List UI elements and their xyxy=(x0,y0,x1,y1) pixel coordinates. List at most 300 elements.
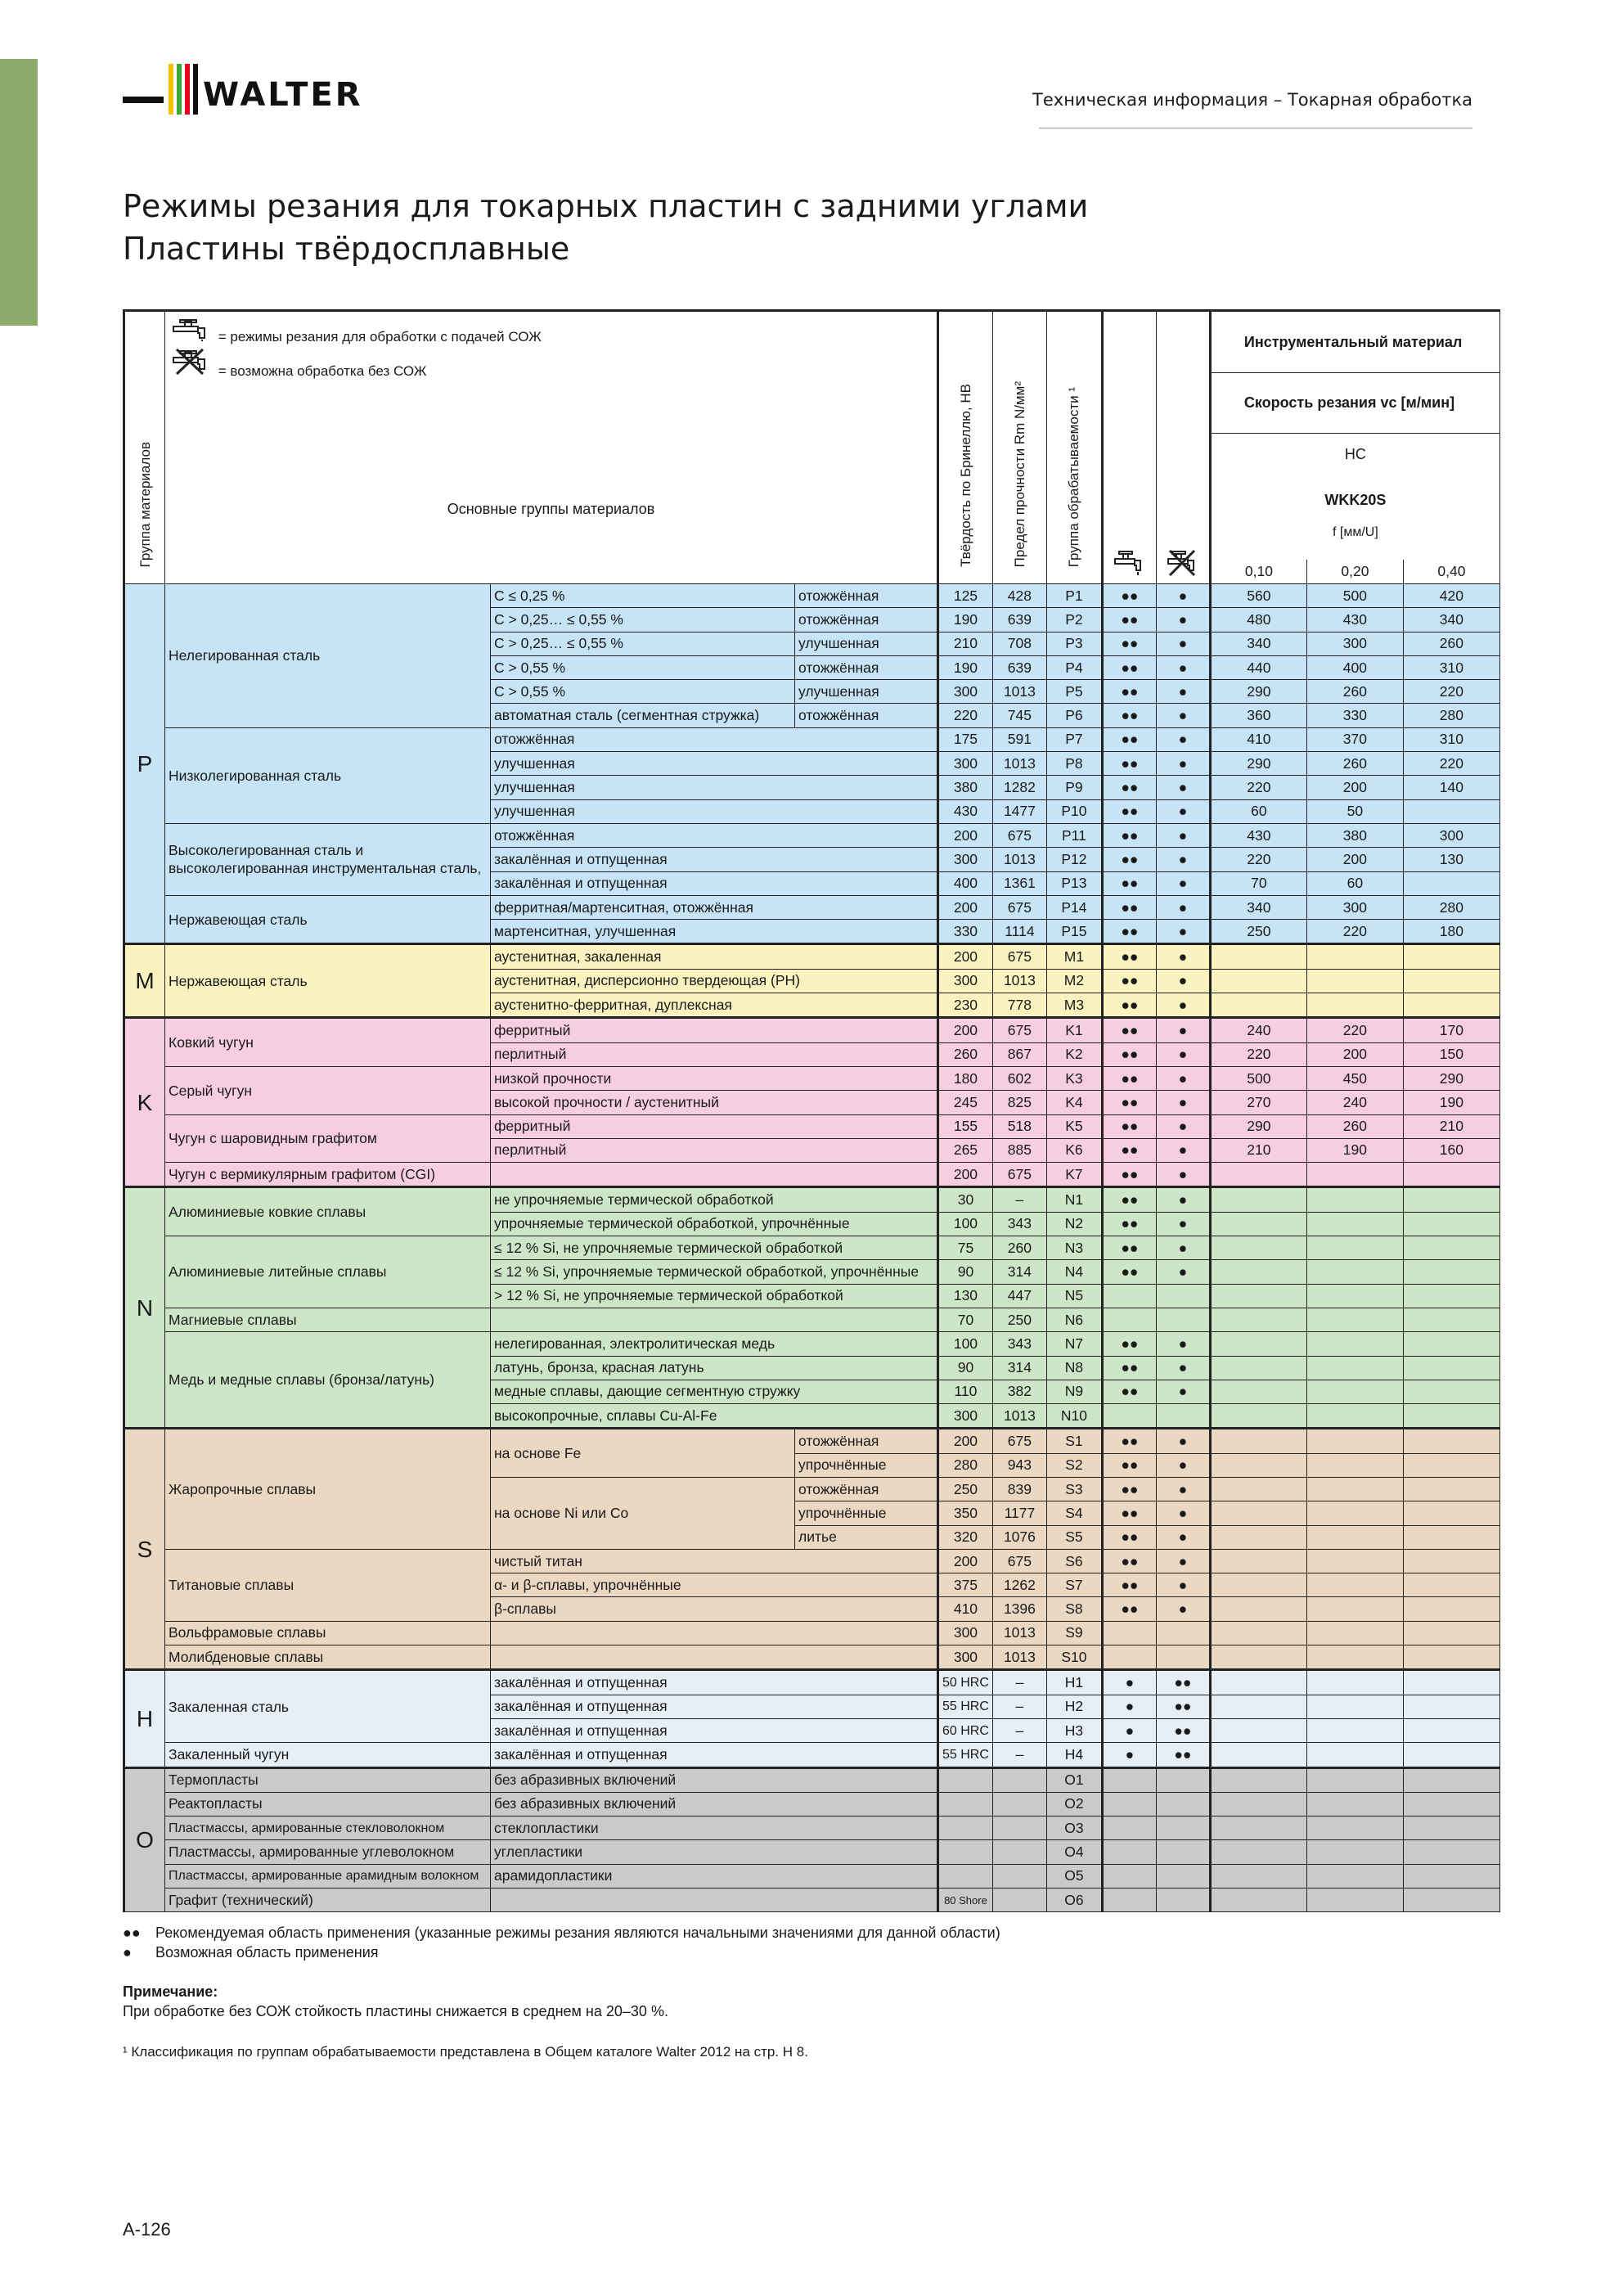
machinability-code: M2 xyxy=(1046,969,1102,993)
coolant-suitability: ●● xyxy=(1102,1597,1156,1621)
table-row xyxy=(124,1840,1500,1864)
hardness-value xyxy=(938,1792,993,1816)
material-condition: ≤ 12 % Si, не упрочняемые термической обработкой xyxy=(491,1236,938,1260)
cutting-speed-value: 260 xyxy=(1306,752,1403,776)
cutting-speed-value xyxy=(1403,1549,1499,1573)
coolant-suitability: ●● xyxy=(1102,704,1156,727)
material-condition: арамидопластики xyxy=(491,1864,938,1888)
tensile-value: 1013 xyxy=(992,1645,1046,1670)
walter-logo xyxy=(123,61,401,126)
material-condition: ферритный xyxy=(491,1018,938,1042)
cutting-speed-value xyxy=(1306,1889,1403,1912)
material-condition: стеклопластики xyxy=(491,1817,938,1840)
cutting-speed-value: 560 xyxy=(1210,584,1306,608)
table-row xyxy=(124,1187,1500,1212)
material-condition: ферритный xyxy=(491,1114,938,1138)
coolant-suitability: ●● xyxy=(1102,823,1156,847)
hardness-value xyxy=(938,1840,993,1864)
cutting-speed-value: 340 xyxy=(1210,632,1306,655)
tensile-value: – xyxy=(992,1670,1046,1695)
cutting-speed-value: 280 xyxy=(1403,704,1499,727)
material-condition: на основе Ni или Co xyxy=(491,1477,795,1549)
dry-suitability xyxy=(1156,1308,1210,1331)
material-condition: C > 0,25… ≤ 0,55 % xyxy=(491,608,795,632)
header-coolant xyxy=(1102,311,1156,584)
dry-suitability: ● xyxy=(1156,608,1210,632)
header-cutting-speed: Скорость резания vc [м/мин] xyxy=(1210,373,1499,434)
cutting-speed-value: 250 xyxy=(1210,920,1306,944)
cutting-speed-value xyxy=(1306,1621,1403,1645)
coolant-suitability: ●● xyxy=(1102,1332,1156,1356)
material-condition: отожжённая xyxy=(491,727,938,751)
dry-suitability xyxy=(1156,1767,1210,1792)
note-title: Примечание: xyxy=(123,1983,218,2000)
material-condition: перлитный xyxy=(491,1042,938,1066)
hardness-value: 220 xyxy=(938,704,993,727)
machinability-code: N8 xyxy=(1046,1356,1102,1380)
coolant-suitability: ●● xyxy=(1102,1187,1156,1212)
coolant-suitability: ●● xyxy=(1102,848,1156,871)
cutting-speed-value: 340 xyxy=(1210,895,1306,919)
cutting-speed-value xyxy=(1306,1380,1403,1403)
tensile-value: 260 xyxy=(992,1236,1046,1260)
coolant-suitability: ● xyxy=(1102,1743,1156,1767)
hardness-value: 265 xyxy=(938,1138,993,1162)
cutting-speed-value: 410 xyxy=(1210,727,1306,751)
cutting-speed-value xyxy=(1210,1284,1306,1308)
material-group-letter: M xyxy=(124,944,165,1018)
machinability-code: N2 xyxy=(1046,1212,1102,1236)
hardness-value: 300 xyxy=(938,752,993,776)
cutting-speed-value: 370 xyxy=(1306,727,1403,751)
cutting-speed-value: 50 xyxy=(1306,799,1403,823)
hardness-value: 330 xyxy=(938,920,993,944)
tensile-value: 343 xyxy=(992,1212,1046,1236)
machinability-code: N1 xyxy=(1046,1187,1102,1212)
cutting-speed-value: 340 xyxy=(1403,608,1499,632)
cutting-speed-value xyxy=(1210,1767,1306,1792)
dry-suitability: ● xyxy=(1156,944,1210,969)
machinability-code: M1 xyxy=(1046,944,1102,969)
cutting-speed-value: 150 xyxy=(1403,1042,1499,1066)
coolant-suitability: ●● xyxy=(1102,799,1156,823)
cutting-speed-value: 220 xyxy=(1210,776,1306,799)
cutting-speed-value: 480 xyxy=(1210,608,1306,632)
dry-suitability: ● xyxy=(1156,1236,1210,1260)
hardness-value: 300 xyxy=(938,1645,993,1670)
legend-possible: ● Возможная область применения xyxy=(123,1944,379,1961)
hardness-value: 180 xyxy=(938,1066,993,1090)
section-tab-bar xyxy=(0,59,38,326)
material-condition: C ≤ 0,25 % xyxy=(491,584,795,608)
dry-suitability xyxy=(1156,1404,1210,1429)
cutting-speed-value xyxy=(1306,1284,1403,1308)
material-name: Низколегированная сталь xyxy=(165,727,491,823)
cutting-speed-value xyxy=(1403,1260,1499,1284)
material-name: Титановые сплавы xyxy=(165,1549,491,1621)
tensile-value: 675 xyxy=(992,895,1046,919)
material-condition: улучшенная xyxy=(491,799,938,823)
hardness-value: 90 xyxy=(938,1356,993,1380)
tensile-value xyxy=(992,1840,1046,1864)
cutting-speed-value xyxy=(1306,1864,1403,1888)
dry-suitability: ● xyxy=(1156,799,1210,823)
dry-suitability: ● xyxy=(1156,727,1210,751)
cutting-speed-value: 300 xyxy=(1306,632,1403,655)
header-tool-material: Инструментальный материал xyxy=(1210,311,1499,373)
cutting-speed-value xyxy=(1306,1187,1403,1212)
coolant-suitability: ●● xyxy=(1102,727,1156,751)
coolant-suitability: ●● xyxy=(1102,1018,1156,1042)
cutting-speed-value xyxy=(1403,1889,1499,1912)
table-row xyxy=(124,1889,1500,1912)
material-condition xyxy=(491,1621,938,1645)
tensile-value: 1361 xyxy=(992,871,1046,895)
tensile-value: – xyxy=(992,1718,1046,1742)
material-condition: высокопрочные, сплавы Cu-Al-Fe xyxy=(491,1404,938,1429)
cutting-speed-value xyxy=(1306,1597,1403,1621)
dry-suitability: ● xyxy=(1156,1429,1210,1453)
cutting-speed-value xyxy=(1306,1308,1403,1331)
tensile-value xyxy=(992,1864,1046,1888)
cutting-speed-value xyxy=(1403,1404,1499,1429)
machinability-code: P6 xyxy=(1046,704,1102,727)
tensile-value: 428 xyxy=(992,584,1046,608)
machinability-code: N6 xyxy=(1046,1308,1102,1331)
dry-suitability: ● xyxy=(1156,1212,1210,1236)
material-condition: низкой прочности xyxy=(491,1066,938,1090)
coolant-suitability: ●● xyxy=(1102,1477,1156,1501)
cutting-speed-value xyxy=(1210,1260,1306,1284)
machinability-code: M3 xyxy=(1046,993,1102,1018)
feed-1: 0,10 xyxy=(1210,560,1306,584)
cutting-speed-value xyxy=(1210,944,1306,969)
coolant-suitability: ●● xyxy=(1102,895,1156,919)
machinability-code: O2 xyxy=(1046,1792,1102,1816)
cutting-speed-value xyxy=(1210,1670,1306,1695)
cutting-speed-value xyxy=(1210,1840,1306,1864)
feed-3: 0,40 xyxy=(1403,560,1499,584)
cutting-speed-value xyxy=(1403,1718,1499,1742)
cutting-speed-value: 310 xyxy=(1403,727,1499,751)
dry-suitability: ● xyxy=(1156,993,1210,1018)
cutting-speed-value xyxy=(1403,1573,1499,1597)
hardness-value xyxy=(938,1767,993,1792)
machinability-code: P10 xyxy=(1046,799,1102,823)
hardness-value xyxy=(938,1817,993,1840)
tensile-value: 591 xyxy=(992,727,1046,751)
tensile-value: 1013 xyxy=(992,848,1046,871)
material-name: Чугун с шаровидным графитом xyxy=(165,1114,491,1163)
machinability-code: P5 xyxy=(1046,680,1102,704)
cutting-speed-value: 170 xyxy=(1403,1018,1499,1042)
material-name: Жаропрочные сплавы xyxy=(165,1429,491,1549)
machinability-code: K1 xyxy=(1046,1018,1102,1042)
table-row xyxy=(124,1114,1500,1138)
material-name: Пластмассы, армированные углеволокном xyxy=(165,1840,491,1864)
material-condition: высокой прочности / аустенитный xyxy=(491,1091,938,1114)
cutting-speed-value xyxy=(1210,1718,1306,1742)
cutting-speed-value: 290 xyxy=(1210,680,1306,704)
hardness-value: 430 xyxy=(938,799,993,823)
coolant-suitability: ●● xyxy=(1102,776,1156,799)
material-condition: C > 0,25… ≤ 0,55 % xyxy=(491,632,795,655)
machinability-code: H4 xyxy=(1046,1743,1102,1767)
cutting-speed-value xyxy=(1306,1792,1403,1816)
cutting-speed-value xyxy=(1306,1743,1403,1767)
machinability-code: P7 xyxy=(1046,727,1102,751)
cutting-speed-value: 200 xyxy=(1306,776,1403,799)
dry-suitability: ● xyxy=(1156,1091,1210,1114)
dry-suitability xyxy=(1156,1645,1210,1670)
material-group-letter: K xyxy=(124,1018,165,1187)
material-condition: улучшенная xyxy=(491,752,938,776)
coolant-suitability: ●● xyxy=(1102,920,1156,944)
material-condition: мартенситная, улучшенная xyxy=(491,920,938,944)
material-state: упрочнённые xyxy=(795,1453,938,1477)
header-main-groups: Основные группы материалов xyxy=(447,501,655,517)
cutting-speed-value: 300 xyxy=(1403,823,1499,847)
coolant-suitability xyxy=(1102,1308,1156,1331)
cutting-speed-value xyxy=(1403,799,1499,823)
cutting-speed-value: 260 xyxy=(1306,1114,1403,1138)
coolant-suitability: ●● xyxy=(1102,944,1156,969)
material-condition: закалённая и отпущенная xyxy=(491,1718,938,1742)
tensile-value: 382 xyxy=(992,1380,1046,1403)
material-name: Молибденовые сплавы xyxy=(165,1645,491,1670)
table-row xyxy=(124,1308,1500,1331)
tensile-value: 1282 xyxy=(992,776,1046,799)
table-row xyxy=(124,1163,1500,1187)
cutting-speed-value xyxy=(1210,1380,1306,1403)
hardness-value: 100 xyxy=(938,1212,993,1236)
tensile-value: 602 xyxy=(992,1066,1046,1090)
cutting-speed-value xyxy=(1210,1163,1306,1187)
tensile-value: 250 xyxy=(992,1308,1046,1331)
machinability-code: S8 xyxy=(1046,1597,1102,1621)
cutting-speed-value xyxy=(1403,1308,1499,1331)
hardness-value: 130 xyxy=(938,1284,993,1308)
dry-suitability: ● xyxy=(1156,1573,1210,1597)
cutting-speed-value: 310 xyxy=(1403,655,1499,679)
table-row xyxy=(124,727,1500,751)
coolant-suitability: ●● xyxy=(1102,1501,1156,1525)
material-name: Нержавеющая сталь xyxy=(165,944,491,1018)
material-condition: ≤ 12 % Si, упрочняемые термической обработкой, упрочнённые xyxy=(491,1260,938,1284)
table-row xyxy=(124,1621,1500,1645)
material-condition xyxy=(491,1163,938,1187)
dry-suitability: ● xyxy=(1156,680,1210,704)
material-state: улучшенная xyxy=(795,632,938,655)
cutting-speed-value xyxy=(1403,1525,1499,1549)
cutting-speed-value: 240 xyxy=(1210,1018,1306,1042)
material-condition: улучшенная xyxy=(491,776,938,799)
cutting-speed-value xyxy=(1306,1549,1403,1573)
cutting-speed-value xyxy=(1210,1573,1306,1597)
cutting-speed-value xyxy=(1306,1236,1403,1260)
cutting-speed-value: 60 xyxy=(1306,871,1403,895)
material-condition xyxy=(491,1889,938,1912)
cutting-speed-value xyxy=(1210,1695,1306,1718)
hardness-value: 230 xyxy=(938,993,993,1018)
material-name: Закаленная сталь xyxy=(165,1670,491,1743)
cutting-speed-value: 140 xyxy=(1403,776,1499,799)
machinability-code: N4 xyxy=(1046,1260,1102,1284)
coolant-suitability: ●● xyxy=(1102,969,1156,993)
material-condition: закалённая и отпущенная xyxy=(491,1670,938,1695)
hardness-value: 60 HRC xyxy=(938,1718,993,1742)
material-name: Ковкий чугун xyxy=(165,1018,491,1067)
coolant-suitability xyxy=(1102,1840,1156,1864)
material-name: Пластмассы, армированные арамидным волокном xyxy=(165,1864,491,1888)
legend-coolant: = режимы резания для обработки с подачей СОЖ xyxy=(169,318,542,348)
hardness-value: 200 xyxy=(938,1429,993,1453)
header-dry xyxy=(1156,311,1210,584)
hardness-value: 125 xyxy=(938,584,993,608)
tensile-value: 639 xyxy=(992,608,1046,632)
hardness-value: 190 xyxy=(938,608,993,632)
cutting-speed-value: 190 xyxy=(1403,1091,1499,1114)
table-row xyxy=(124,1743,1500,1767)
coolant-suitability xyxy=(1102,1621,1156,1645)
cutting-speed-value: 500 xyxy=(1210,1066,1306,1090)
cutting-speed-value xyxy=(1306,1501,1403,1525)
tensile-value: 885 xyxy=(992,1138,1046,1162)
cutting-speed-value xyxy=(1403,1212,1499,1236)
coolant-suitability xyxy=(1102,1284,1156,1308)
hardness-value: 200 xyxy=(938,895,993,919)
tensile-value: 675 xyxy=(992,1429,1046,1453)
coolant-suitability: ●● xyxy=(1102,1549,1156,1573)
coolant-suitability xyxy=(1102,1404,1156,1429)
hardness-value: 200 xyxy=(938,1549,993,1573)
machinability-code: H3 xyxy=(1046,1718,1102,1742)
tensile-value: 314 xyxy=(992,1356,1046,1380)
machinability-code: P4 xyxy=(1046,655,1102,679)
dry-suitability: ● xyxy=(1156,1501,1210,1525)
coolant-suitability: ●● xyxy=(1102,1380,1156,1403)
cutting-speed-value xyxy=(1306,1718,1403,1742)
tensile-value: 1013 xyxy=(992,1404,1046,1429)
machinability-code: P13 xyxy=(1046,871,1102,895)
cutting-speed-value xyxy=(1210,1429,1306,1453)
material-group-letter: P xyxy=(124,584,165,944)
material-name: Чугун с вермикулярным графитом (CGI) xyxy=(165,1163,491,1187)
hardness-value: 30 xyxy=(938,1187,993,1212)
material-name: Алюминиевые литейные сплавы xyxy=(165,1236,491,1308)
coolant-suitability: ●● xyxy=(1102,608,1156,632)
material-condition: β-сплавы xyxy=(491,1597,938,1621)
cutting-speed-value: 290 xyxy=(1210,752,1306,776)
dry-suitability: ●● xyxy=(1156,1695,1210,1718)
cutting-speed-value xyxy=(1403,1236,1499,1260)
tensile-value: 1013 xyxy=(992,680,1046,704)
machinability-code: N5 xyxy=(1046,1284,1102,1308)
table-row xyxy=(124,1066,1500,1090)
cutting-speed-value: 360 xyxy=(1210,704,1306,727)
tensile-value: 778 xyxy=(992,993,1046,1018)
cutting-speed-value: 220 xyxy=(1306,920,1403,944)
material-condition: нелегированная, электролитическая медь xyxy=(491,1332,938,1356)
cutting-speed-value: 430 xyxy=(1306,608,1403,632)
coolant-suitability: ●● xyxy=(1102,1163,1156,1187)
machinability-code: S10 xyxy=(1046,1645,1102,1670)
machinability-code: P14 xyxy=(1046,895,1102,919)
cutting-speed-value xyxy=(1403,1670,1499,1695)
legend-dry: = возможна обработка без СОЖ xyxy=(169,348,426,382)
cutting-speed-value: 450 xyxy=(1306,1066,1403,1090)
material-condition: закалённая и отпущенная xyxy=(491,1695,938,1718)
table-row xyxy=(124,944,1500,969)
coolant-suitability: ●● xyxy=(1102,1042,1156,1066)
cutting-speed-value xyxy=(1403,1817,1499,1840)
material-name: Серый чугун xyxy=(165,1066,491,1114)
cutting-speed-value xyxy=(1306,1767,1403,1792)
cutting-speed-value: 260 xyxy=(1403,632,1499,655)
dry-suitability: ●● xyxy=(1156,1670,1210,1695)
material-name: Магниевые сплавы xyxy=(165,1308,491,1331)
cutting-speed-value xyxy=(1306,1840,1403,1864)
material-state: отожжённая xyxy=(795,608,938,632)
coolant-suitability: ●● xyxy=(1102,1525,1156,1549)
cutting-speed-value xyxy=(1210,1743,1306,1767)
cutting-speed-value xyxy=(1210,1525,1306,1549)
cutting-speed-value xyxy=(1403,1743,1499,1767)
hardness-value: 400 xyxy=(938,871,993,895)
table-row xyxy=(124,1549,1500,1573)
cutting-speed-value xyxy=(1306,1429,1403,1453)
machinability-code: P1 xyxy=(1046,584,1102,608)
dry-suitability: ● xyxy=(1156,871,1210,895)
cutting-speed-value xyxy=(1403,1767,1499,1792)
material-condition: латунь, бронза, красная латунь xyxy=(491,1356,938,1380)
cutting-speed-value xyxy=(1306,1404,1403,1429)
cutting-speed-value xyxy=(1210,1597,1306,1621)
machinability-code: P11 xyxy=(1046,823,1102,847)
cutting-speed-value: 220 xyxy=(1210,1042,1306,1066)
material-condition: аустенитно-ферритная, дуплексная xyxy=(491,993,938,1018)
cutting-speed-value xyxy=(1403,1163,1499,1187)
cutting-speed-value: 270 xyxy=(1210,1091,1306,1114)
coolant-suitability xyxy=(1102,1889,1156,1912)
material-condition: медные сплавы, дающие сегментную стружку xyxy=(491,1380,938,1403)
grade-name: WKK20S xyxy=(1324,492,1387,508)
cutting-speed-value xyxy=(1210,969,1306,993)
material-name: Нержавеющая сталь xyxy=(165,895,491,944)
tensile-value: 1076 xyxy=(992,1525,1046,1549)
material-state: упрочнённые xyxy=(795,1501,938,1525)
hardness-value: 70 xyxy=(938,1308,993,1331)
tensile-value: 518 xyxy=(992,1114,1046,1138)
dry-suitability: ● xyxy=(1156,1163,1210,1187)
tensile-value: 675 xyxy=(992,1549,1046,1573)
dry-suitability: ● xyxy=(1156,1549,1210,1573)
hardness-value: 350 xyxy=(938,1501,993,1525)
cutting-speed-value: 290 xyxy=(1210,1114,1306,1138)
hardness-value: 90 xyxy=(938,1260,993,1284)
cutting-speed-value xyxy=(1403,871,1499,895)
tensile-value: 1013 xyxy=(992,969,1046,993)
coolant-suitability: ●● xyxy=(1102,1260,1156,1284)
machinability-code: P3 xyxy=(1046,632,1102,655)
cutting-speed-value: 200 xyxy=(1306,1042,1403,1066)
machinability-code: H2 xyxy=(1046,1695,1102,1718)
coolant-tap-icon xyxy=(1112,544,1148,577)
table-row xyxy=(124,895,1500,919)
cutting-speed-value: 130 xyxy=(1403,848,1499,871)
material-condition: ферритная/мартенситная, отожжённая xyxy=(491,895,938,919)
coolant-suitability: ●● xyxy=(1102,1091,1156,1114)
